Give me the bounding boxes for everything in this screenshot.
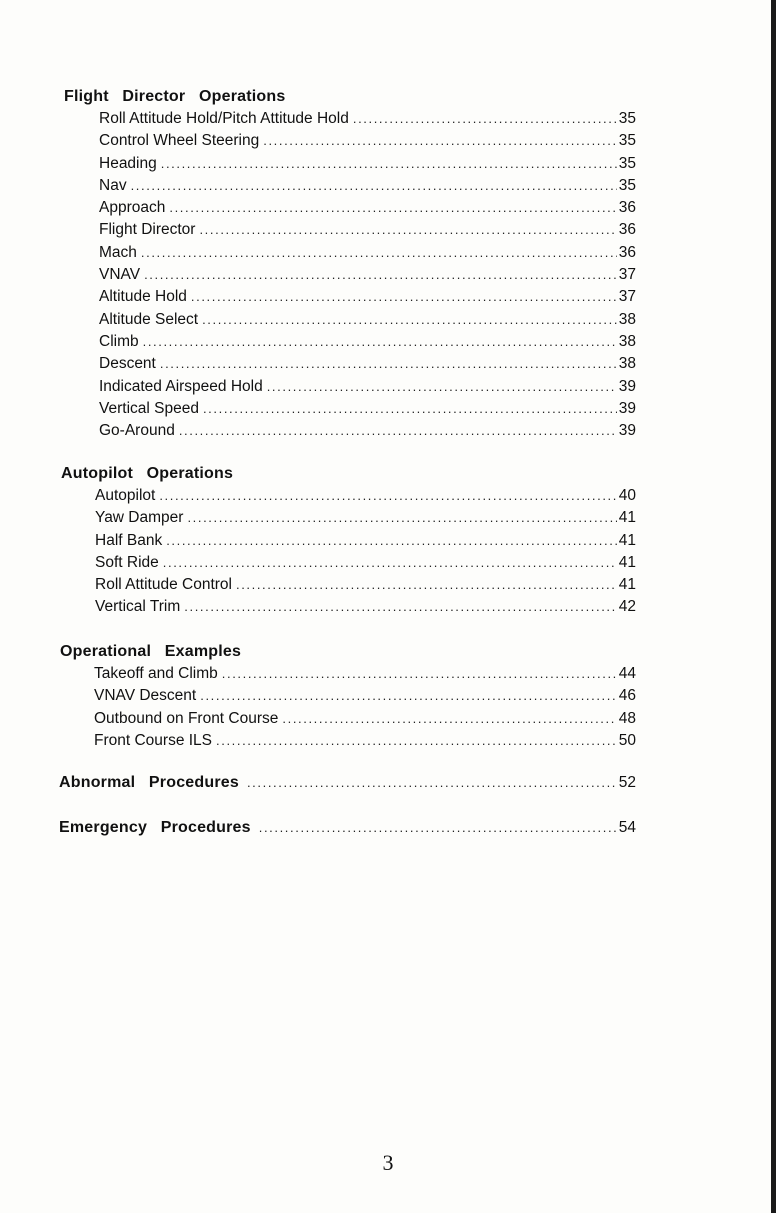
dot-leader <box>353 108 617 130</box>
entry-title: Abnormal Procedures <box>59 774 239 791</box>
entry-label: Autopilot <box>95 487 156 504</box>
entry-page: 44 <box>618 665 636 682</box>
entry-page: 52 <box>618 774 636 791</box>
entry-label: Vertical Speed <box>99 399 199 417</box>
section-title: Flight Director Operations <box>64 88 286 105</box>
entry-label: Flight Director <box>99 221 196 239</box>
toc-entry[interactable] <box>99 108 636 130</box>
entry-label: Nav <box>99 176 127 194</box>
dot-leader <box>159 485 616 507</box>
entry-label: Go-Around <box>99 422 175 440</box>
entry-label: VNAV Descent <box>94 687 197 705</box>
dot-leader <box>166 530 617 552</box>
entry-label: Yaw Damper <box>95 509 184 527</box>
entry-page: 35 <box>618 176 636 194</box>
entry-label: Front Course ILS <box>94 731 213 749</box>
toc-entry[interactable] <box>99 376 636 398</box>
dot-leader <box>163 552 617 574</box>
toc-entry[interactable] <box>99 331 636 353</box>
toc-entry[interactable] <box>94 730 636 752</box>
entry-page: 50 <box>618 731 636 749</box>
toc-entry-emergency-procedures[interactable] <box>59 819 636 837</box>
page-edge <box>771 0 776 1213</box>
dot-leader <box>236 574 617 596</box>
entry-label: Vertical Trim <box>95 598 181 616</box>
dot-leader <box>191 286 617 308</box>
entry-label: Roll Attitude Hold/Pitch Attitude Hold <box>99 110 349 127</box>
entry-label: Half Bank <box>95 531 163 549</box>
entry-page: 39 <box>618 377 636 395</box>
toc-entry[interactable] <box>99 242 636 264</box>
dot-leader <box>267 376 617 398</box>
entry-page: 41 <box>618 531 636 549</box>
entry-page: 37 <box>618 266 636 284</box>
entry-page: 46 <box>618 687 636 705</box>
entry-label: Approach <box>99 199 166 217</box>
entry-label: Altitude Select <box>99 310 199 328</box>
toc-entry[interactable] <box>95 574 636 596</box>
toc-entry[interactable] <box>95 530 636 552</box>
entry-label: VNAV <box>99 266 141 284</box>
entry-label: Climb <box>99 332 139 350</box>
dot-leader <box>131 175 617 197</box>
entry-page: 41 <box>618 509 636 527</box>
toc-section-flight-director <box>64 86 636 442</box>
entry-page: 38 <box>618 332 636 350</box>
entry-label: Altitude Hold <box>99 288 187 306</box>
dot-leader <box>187 507 616 529</box>
dot-leader <box>216 730 617 752</box>
dot-leader <box>160 353 617 375</box>
toc-entry[interactable] <box>95 596 636 618</box>
toc-entry[interactable] <box>99 175 636 197</box>
dot-leader <box>184 596 616 618</box>
entry-page: 37 <box>618 288 636 306</box>
entry-label: Descent <box>99 355 156 373</box>
toc-entry[interactable] <box>94 708 636 730</box>
dot-leader <box>202 309 617 331</box>
dot-leader <box>161 153 617 175</box>
entry-page: 36 <box>618 199 636 217</box>
entry-page: 36 <box>618 243 636 261</box>
entry-page: 40 <box>618 487 636 504</box>
entry-label: Mach <box>99 243 137 261</box>
dot-leader <box>143 331 617 353</box>
toc-entry[interactable] <box>95 552 636 574</box>
entry-page: 35 <box>618 110 636 127</box>
toc-entry[interactable] <box>94 663 636 685</box>
dot-leader <box>222 663 617 685</box>
toc-entry[interactable] <box>94 685 636 707</box>
dot-leader <box>141 242 617 264</box>
toc-section-operational-examples <box>60 641 636 752</box>
entry-label: Indicated Airspeed Hold <box>99 377 263 395</box>
toc-entry[interactable] <box>99 286 636 308</box>
entry-label: Control Wheel Steering <box>99 132 260 150</box>
toc-section-autopilot <box>61 463 636 619</box>
page-number: 3 <box>382 1150 394 1175</box>
toc-entry[interactable] <box>99 197 636 219</box>
entry-page: 39 <box>618 399 636 417</box>
toc-entry[interactable] <box>99 264 636 286</box>
toc-entry-abnormal-procedures[interactable] <box>59 774 636 792</box>
entry-title: Emergency Procedures <box>59 819 251 836</box>
dot-leader <box>199 219 616 241</box>
toc-entry[interactable] <box>99 420 636 442</box>
entry-label: Takeoff and Climb <box>94 665 218 682</box>
section-title: Autopilot Operations <box>61 465 234 482</box>
toc-entry[interactable] <box>99 219 636 241</box>
entry-page: 36 <box>618 221 636 239</box>
entry-page: 35 <box>618 154 636 172</box>
toc-entry[interactable] <box>99 130 636 152</box>
entry-page: 54 <box>618 819 636 836</box>
section-title: Operational Examples <box>60 643 242 660</box>
toc-entry[interactable] <box>99 153 636 175</box>
toc-entry[interactable] <box>99 309 636 331</box>
entry-page: 39 <box>618 422 636 440</box>
toc-entry[interactable] <box>99 398 636 420</box>
dot-leader <box>169 197 616 219</box>
toc-entry[interactable] <box>95 507 636 529</box>
entry-page: 42 <box>618 598 636 616</box>
entry-label: Outbound on Front Course <box>94 709 279 727</box>
dot-leader <box>263 130 617 152</box>
entry-label: Soft Ride <box>95 553 159 571</box>
dot-leader <box>282 708 616 730</box>
toc-entry[interactable] <box>99 353 636 375</box>
entry-page: 38 <box>618 355 636 373</box>
dot-leader <box>247 775 617 790</box>
entry-page: 41 <box>618 576 636 594</box>
dot-leader <box>179 420 617 442</box>
entry-page: 35 <box>618 132 636 150</box>
toc-entry[interactable] <box>95 485 636 507</box>
dot-leader <box>144 264 617 286</box>
dot-leader <box>203 398 617 420</box>
dot-leader <box>259 820 617 835</box>
entry-page: 38 <box>618 310 636 328</box>
entry-page: 48 <box>618 709 636 727</box>
entry-label: Roll Attitude Control <box>95 576 232 594</box>
dot-leader <box>200 685 617 707</box>
entry-page: 41 <box>618 553 636 571</box>
entry-label: Heading <box>99 154 157 172</box>
